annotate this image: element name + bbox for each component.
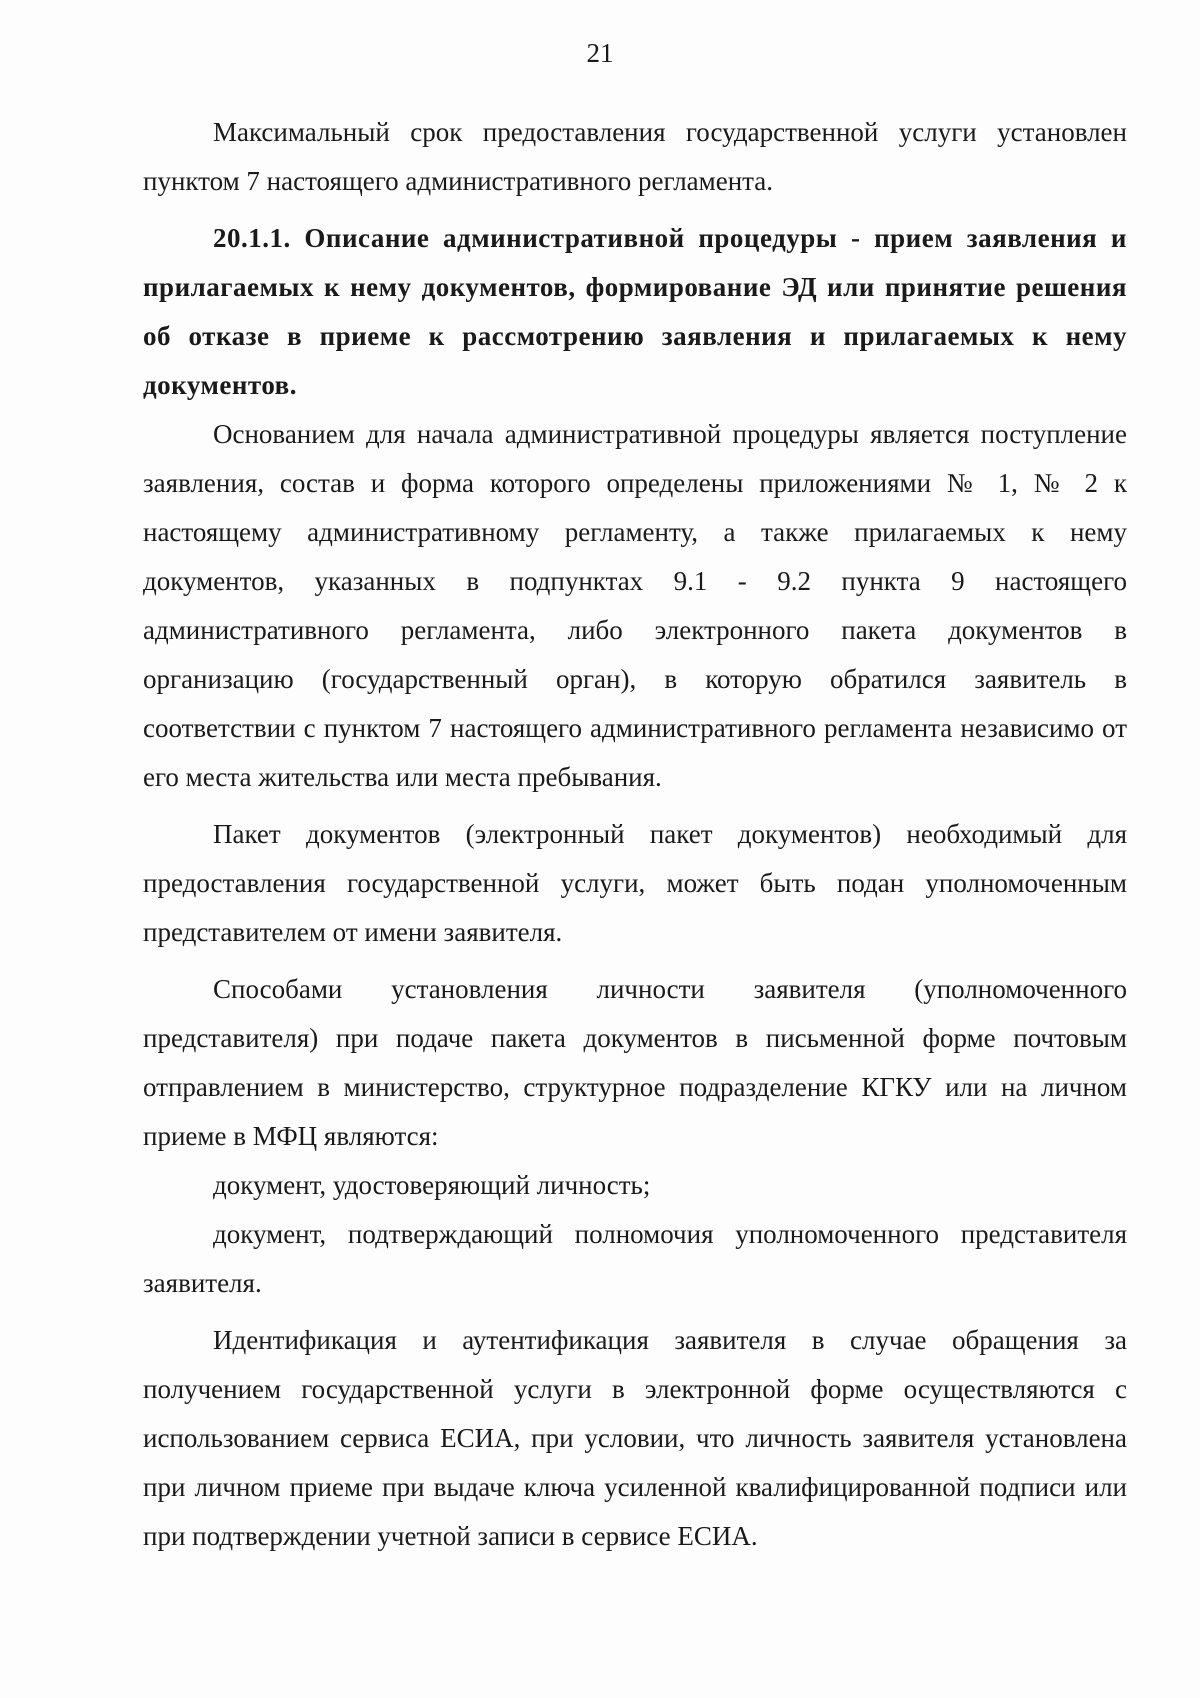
body-text [143, 108, 1127, 1561]
paragraph-package: Пакет документов (электронный пакет документов) необходимый для предоставления государственной услуги, может быть подан уполномоченным представителем от имени заявителя. [143, 819, 1127, 947]
paragraph-esia: Идентификация и аутентификация заявителя в случае обращения за получением государственной услуги в электронной форме осуществляются с использованием сервиса ЕСИА, при условии, что личность заявителя установлена при личном приеме при выдаче ключа усиленной квалифицированной подписи или при подтверждении учетной записи в сервисе ЕСИА. [143, 1325, 1127, 1551]
paragraph-max-term: Максимальный срок предоставления государственной услуги установлен пунктом 7 настоящего административного регламента. [143, 117, 1127, 196]
page-number: 21 [586, 38, 614, 68]
section-heading: 20.1.1. Описание административной процедуры - прием заявления и прилагаемых к нему документов, формирование ЭД или принятие решения об отказе в приеме к рассмотрению заявления и прилагаемых к нему документов. [143, 223, 1127, 400]
list-item-authority-document: документ, подтверждающий полномочия уполномоченного представителя заявителя. [143, 1219, 1127, 1298]
paragraph-grounds: Основанием для начала административной процедуры является поступление заявления, состав и форма которого определены приложениями № 1, № 2 к настоящему административному регламенту, а также прилагаемых к нему документов, указанных в подпунктах 9.1 - 9.2 пункта 9 настоящего административного регламента, либо электронного пакета документов в организацию (государственный орган), в которую обратился заявитель в соответствии с пунктом 7 настоящего административного регламента независимо от его места жительства или места пребывания. [143, 419, 1127, 792]
paragraph-identification-methods: Способами установления личности заявителя (уполномоченного представителя) при подаче пакета документов в письменной форме почтовым отправлением в министерство, структурное подразделение КГКУ или на личном приеме в МФЦ являются: [143, 974, 1127, 1151]
list-item-id-document: документ, удостоверяющий личность; [213, 1170, 651, 1200]
